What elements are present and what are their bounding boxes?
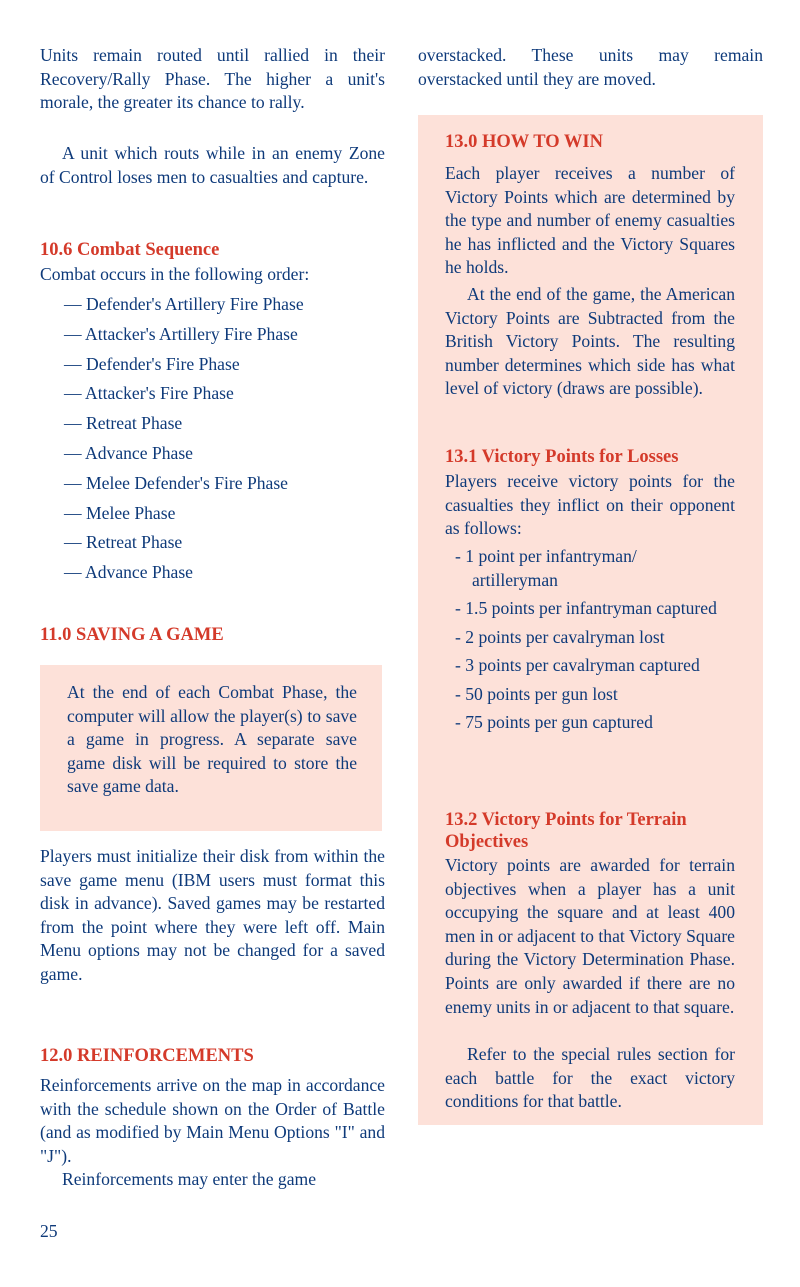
list-item: - 3 points per cavalryman captured xyxy=(455,655,700,675)
list-item: — Attacker's Fire Phase xyxy=(64,383,234,404)
overstack-paragraph: overstacked. These units may remain overstacked until they are moved. xyxy=(418,45,763,89)
losses-paragraph: Players receive victory points for the casualties they inflict on their opponent as follows: xyxy=(445,471,735,539)
list-item: - 75 points per gun captured xyxy=(455,712,653,732)
list-item: - 1.5 points per infantryman captured xyxy=(455,598,717,618)
list-item: — Attacker's Artillery Fire Phase xyxy=(64,323,298,344)
reinforcements-paragraph: Reinforcements arrive on the map in accordance with the schedule shown on the Order of Battle (and as modified by Main Menu Options "I" and "J"). xyxy=(40,1075,385,1166)
initialize-paragraph: Players must initialize their disk from within the save game menu (IBM users must format this disk in advance). Saved games may be restarted from the point where they were left off. Main Menu options may not be changed for a saved game. xyxy=(40,846,385,984)
victory-points-paragraph: Each player receives a number of Victory Points which are determined by the type and number of enemy casualties he has inflicted and the Victory Squares he holds. xyxy=(445,163,735,278)
list-item: - 2 points per cavalryman lost xyxy=(455,626,665,647)
subtract-paragraph: At the end of the game, the American Victory Points are Subtracted from the British Victory Points. The resulting number determines which side has what level of victory (draws are possible). xyxy=(445,284,735,399)
heading-how-to-win: 13.0 HOW TO WIN xyxy=(445,132,603,152)
page-number: 25 xyxy=(40,1221,58,1241)
rout-paragraph: Units remain routed until rallied in their Recovery/Rally Phase. The higher a unit's morale, the greater its chance to rally. xyxy=(40,45,385,113)
list-item: — Melee Phase xyxy=(64,502,176,523)
save-game-callout xyxy=(40,665,382,831)
heading-combat-sequence: 10.6 Combat Sequence xyxy=(40,240,220,260)
heading-terrain-objectives: 13.2 Victory Points for Terrain Objectives xyxy=(445,810,687,852)
heading-saving-a-game: 11.0 SAVING A GAME xyxy=(40,625,224,645)
zoc-paragraph: A unit which routs while in an enemy Zone of Control loses men to casualties and capture. xyxy=(40,143,385,187)
list-item: - 50 points per gun lost xyxy=(455,683,618,704)
list-item: — Advance Phase xyxy=(64,442,193,463)
refer-paragraph: Refer to the special rules section for each battle for the exact victory conditions for that battle. xyxy=(445,1044,735,1112)
list-item: — Retreat Phase xyxy=(64,532,183,553)
combat-intro: Combat occurs in the following order: xyxy=(40,264,310,284)
terrain-paragraph: Victory points are awarded for terrain objectives when a player has a unit occupying the square and at least 400 men in or adjacent to that Victory Square during the Victory Determination Phase. Points are only awarded if there are no enemy units in or adjacent to that square. xyxy=(445,855,735,1017)
list-item: — Advance Phase xyxy=(64,562,193,583)
save-game-text: At the end of each Combat Phase, the computer will allow the player(s) to save a game in progress. A separate save game disk will be required to store the save game data. xyxy=(67,682,357,797)
list-item: — Melee Defender's Fire Phase xyxy=(64,472,288,493)
list-item: - 1 point per infantryman/ artilleryman xyxy=(455,546,637,590)
list-item: — Retreat Phase xyxy=(64,413,183,434)
heading-losses: 13.1 Victory Points for Losses xyxy=(445,447,679,467)
reinforcements-continued: Reinforcements may enter the game xyxy=(62,1169,317,1189)
points-list xyxy=(445,545,725,740)
list-item: — Defender's Artillery Fire Phase xyxy=(64,294,304,314)
list-item: — Defender's Fire Phase xyxy=(64,353,240,374)
combat-steps-list xyxy=(40,290,394,588)
heading-reinforcements: 12.0 REINFORCEMENTS xyxy=(40,1046,254,1066)
